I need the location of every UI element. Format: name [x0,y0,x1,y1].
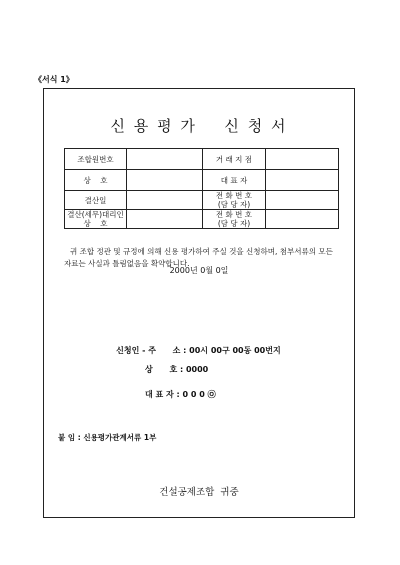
applicant-address-line: 신청인 - 주 소 : 00시 00구 00동 00번지 [116,346,281,355]
tax-agent-field[interactable] [127,210,203,229]
table-row [65,170,339,191]
table-row [65,149,339,170]
applicant-name-line: 상 호 : 0000 [145,365,209,374]
name-label: 상 호 [145,365,178,374]
agent-phone-contact-field[interactable] [266,210,339,229]
label-line: 상 호 [83,219,108,228]
label-phone-contact [203,191,266,210]
label-line: 결산(세무)대리인 [67,210,124,219]
member-number-field[interactable] [127,149,203,170]
label-settlement-date: 결산일 [65,191,127,210]
table-row [65,191,339,210]
title-char: 청 [247,117,265,135]
label-member-number: 조합원번호 [65,149,127,170]
title-char: 가 [180,117,197,135]
applicant-info-table [64,148,339,229]
form-label: 《서식 1》 [34,75,74,84]
phone-contact-field[interactable] [266,191,339,210]
title-char: 서 [270,117,288,135]
address-value: 00시 00구 00동 00번지 [189,346,281,355]
label-branch: 거 래 지 점 [203,149,266,170]
recipient: 건설공제조합 귀중 [159,487,239,498]
rep-value: 0 0 0 ㉧ [182,390,216,399]
label-tax-agent [65,210,127,229]
title-char: 신 [110,117,128,135]
application-date: 2000년 0월 0일 [169,266,229,275]
label-representative: 대 표 자 [203,170,266,191]
name-value: 0000 [185,365,209,374]
branch-field[interactable] [266,149,339,170]
label-line: (담 당 자) [217,200,251,209]
applicant-prefix: 신청인 - [116,346,149,355]
rep-label: 대 표 자 [145,390,174,399]
declaration-text: 귀 조합 정관 및 규정에 의해 신용 평가하여 주실 것을 신청하며, 첨부서류의 모든 자료는 사실과 틀림없음을 확약합니다. [64,247,333,268]
label-line: 전 화 번 호 [215,210,253,219]
title-char: 용 [133,117,151,135]
applicant-rep-line: 대 표 자 : 0 0 0 ㉧ [145,390,216,399]
settlement-date-field[interactable] [127,191,203,210]
attachment-note: 붙 임 : 신용평가관계서류 1부 [58,433,157,442]
title-char: 신 [224,117,241,135]
representative-field[interactable] [266,170,339,191]
address-label: 주 소 [148,346,181,355]
label-line: (담 당 자) [217,219,251,228]
label-agent-phone-contact [203,210,266,229]
title-char: 평 [157,117,174,135]
label-company-name: 상 호 [65,170,127,191]
application-form [43,88,355,518]
company-name-field[interactable] [127,170,203,191]
label-line: 전 화 번 호 [215,191,253,200]
form-title [44,115,354,136]
table-row [65,210,339,229]
